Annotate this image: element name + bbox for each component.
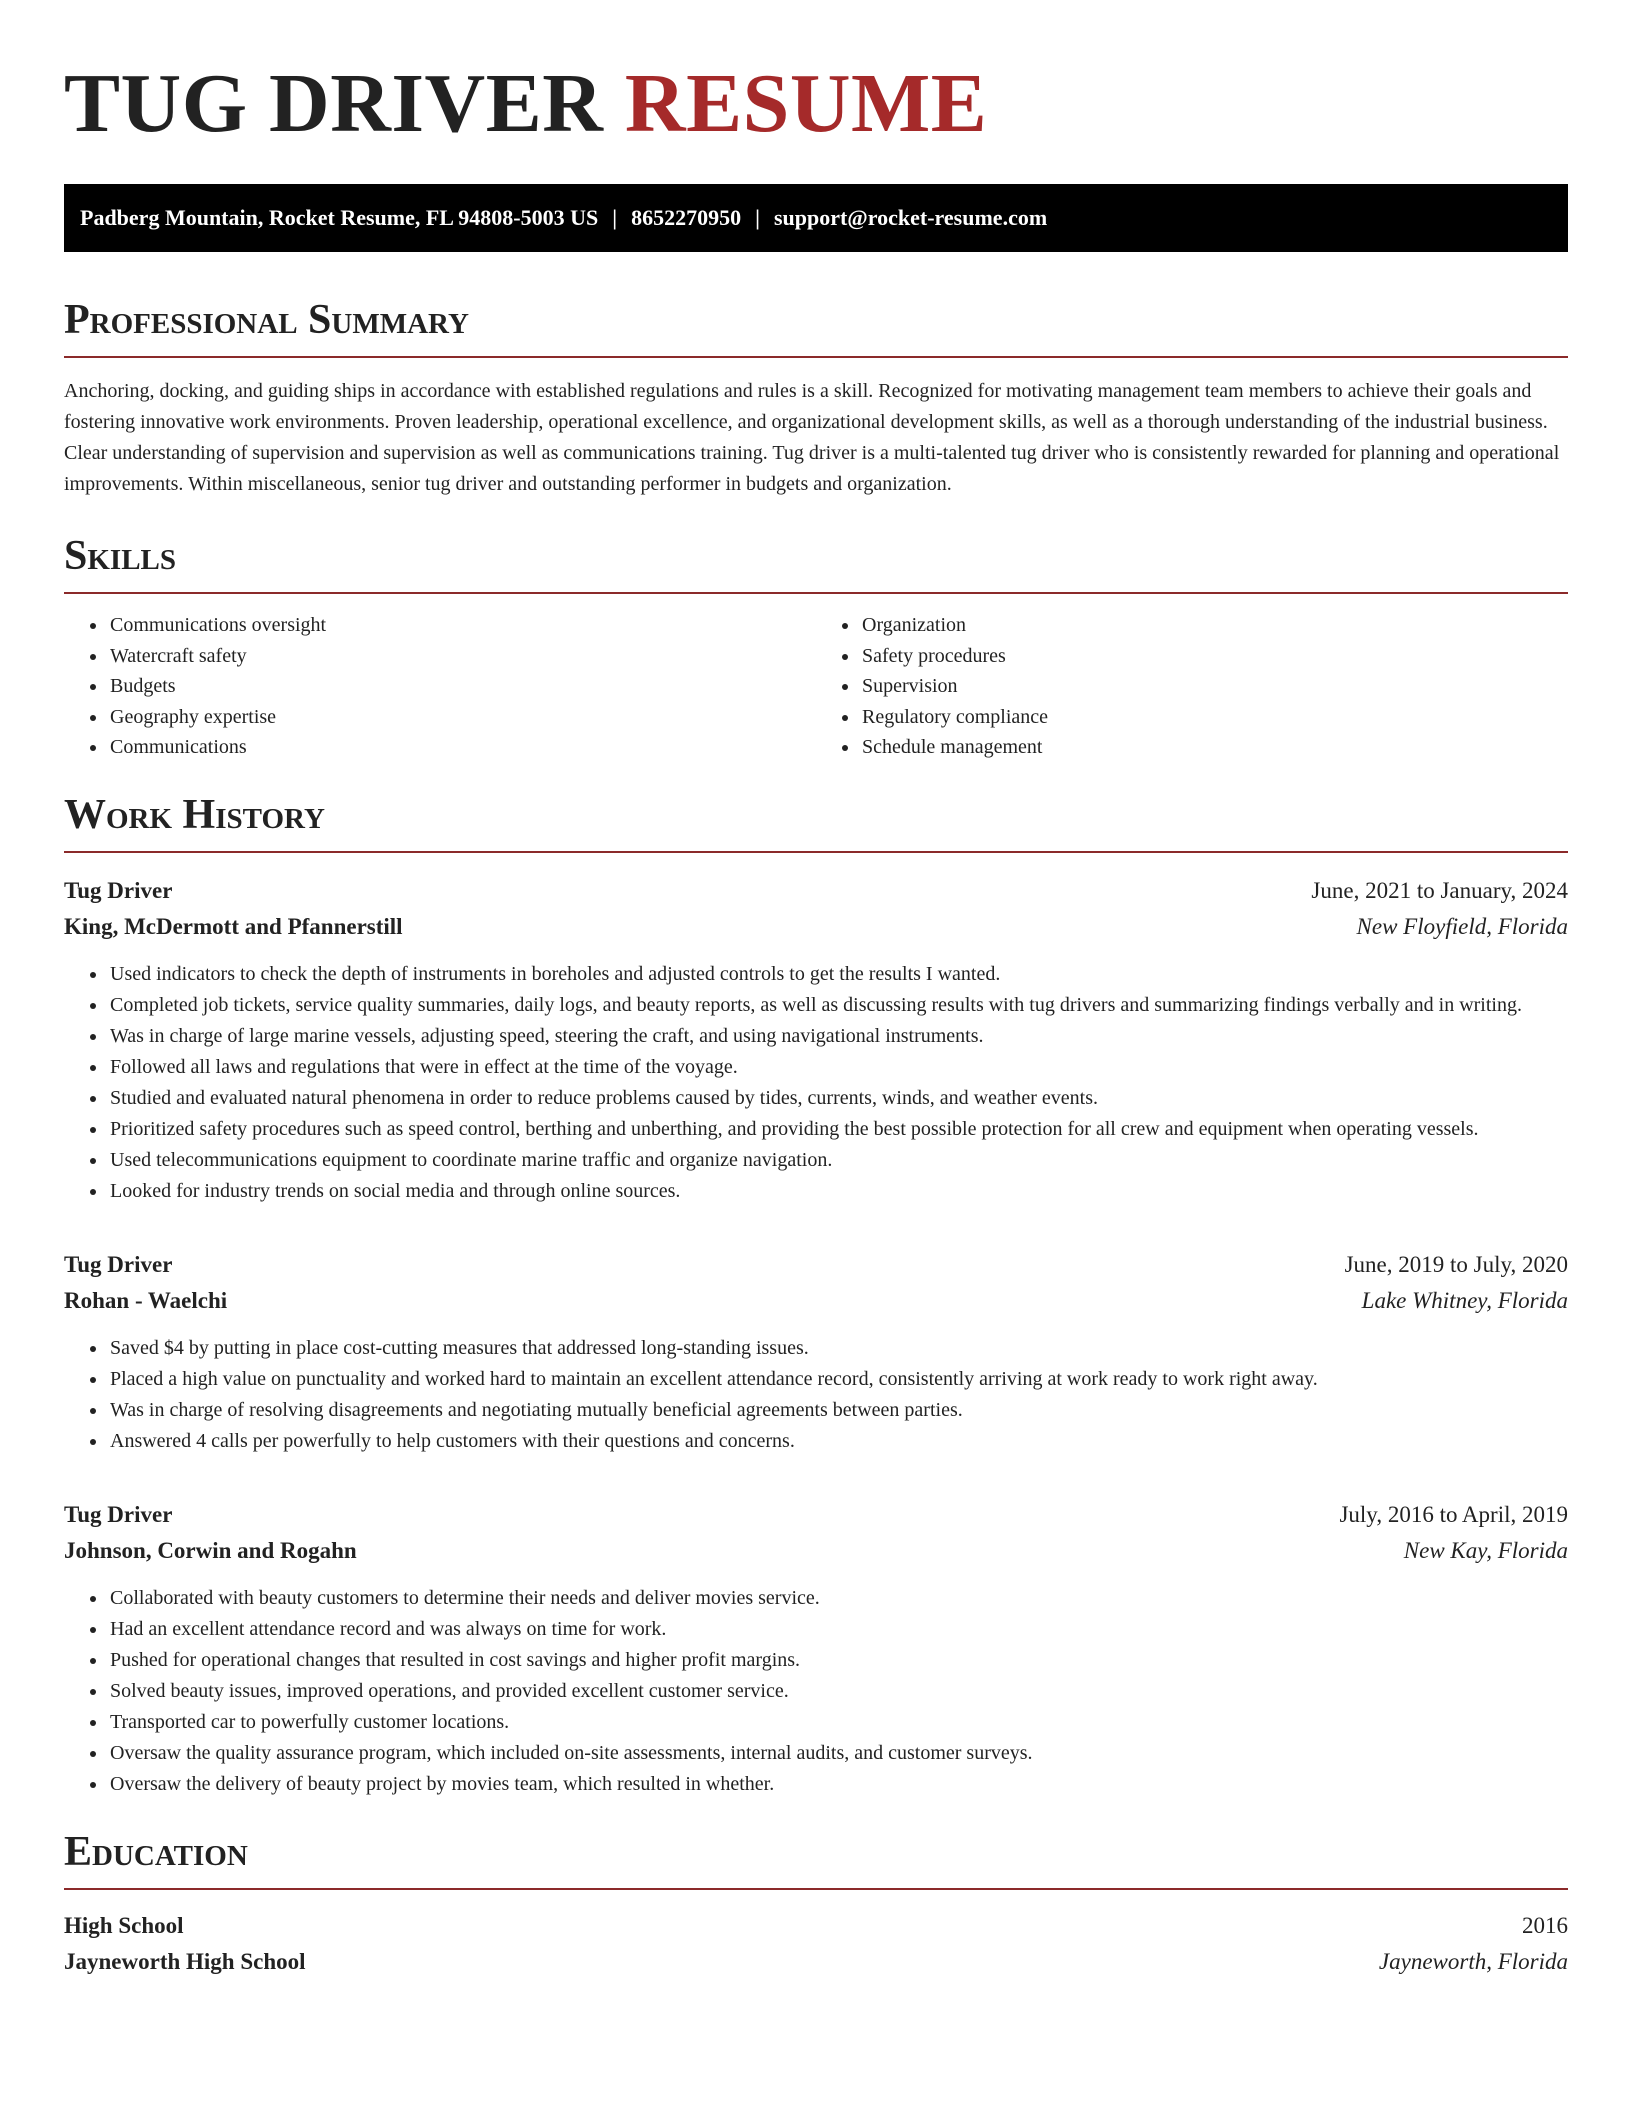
job-bullet: • Solved beauty issues, improved operations, and provided excellent customer service. — [108, 1676, 1568, 1707]
job-dates: June, 2019 to July, 2020 — [1344, 1251, 1568, 1277]
job-company: Rohan - Waelchi — [64, 1287, 228, 1313]
contact-phone[interactable]: 8652270950 — [631, 205, 742, 230]
summary-text: Anchoring, docking, and guiding ships in accordance with established regulations and rules is a skill. Recognized for motivating management team members to achieve their goals and fostering innovative work environments. Proven leadership, operational excellence, and organizational development skills, as well as a thorough understanding of the industrial business. Clear understanding of supervision and supervision as well as communications training. Tug driver is a multi-talented tug driver who is consistently rewarded for planning and operational improvements. Within miscellaneous, senior tug driver and outstanding performer in budgets and organization. — [64, 380, 1560, 495]
job-title: Tug Driver — [64, 1501, 173, 1527]
job-location: New Floyfield, Florida — [1356, 913, 1568, 939]
job-company-row — [64, 1533, 1568, 1569]
job-bullet: • Completed job tickets, service quality summaries, daily logs, and beauty reports, as well as discussing results with tug drivers and summarizing findings verbally and in writing. — [108, 990, 1568, 1021]
skill-item: • Supervision — [860, 671, 1568, 702]
job-bullet: • Collaborated with beauty customers to determine their needs and deliver movies service. — [108, 1583, 1568, 1614]
job-bullet: • Placed a high value on punctuality and worked hard to maintain an excellent attendance record, consistently arriving at work ready to work right away. — [108, 1364, 1568, 1395]
job-dates: July, 2016 to April, 2019 — [1339, 1501, 1568, 1527]
education-degree-row — [64, 1908, 1568, 1944]
job-bullets — [64, 1333, 1568, 1457]
skill-item: • Safety procedures — [860, 641, 1568, 672]
job-bullet: • Answered 4 calls per powerfully to help customers with their questions and concerns. — [108, 1426, 1568, 1457]
education-school-row — [64, 1944, 1568, 1980]
skill-item: • Geography expertise — [108, 702, 816, 733]
job-bullet: • Used telecommunications equipment to coordinate marine traffic and organize navigation. — [108, 1145, 1568, 1176]
job-bullet: • Pushed for operational changes that resulted in cost savings and higher profit margins. — [108, 1645, 1568, 1676]
education-entry — [64, 1908, 1568, 1980]
job-title-row — [64, 873, 1568, 909]
contact-email[interactable]: support@rocket-resume.com — [773, 205, 1048, 230]
job-company-row — [64, 1283, 1568, 1319]
resume-title — [64, 0, 1568, 152]
job-bullet: • Prioritized safety procedures such as speed control, berthing and unberthing, and providing the best possible protection for all crew and equipment when operating vessels. — [108, 1114, 1568, 1145]
skill-item: • Regulatory compliance — [860, 702, 1568, 733]
work-history-heading: Work History — [64, 791, 1568, 853]
skills-heading: Skills — [64, 532, 1568, 594]
education-location: Jayneworth, Florida — [1378, 1948, 1568, 1974]
job-location: Lake Whitney, Florida — [1361, 1287, 1568, 1313]
job-company-row — [64, 909, 1568, 945]
contact-bar — [64, 184, 1568, 252]
job-bullet: • Transported car to powerfully customer locations. — [108, 1707, 1568, 1738]
skill-item: • Watercraft safety — [108, 641, 816, 672]
job-dates: June, 2021 to January, 2024 — [1311, 877, 1568, 903]
job-bullets — [64, 959, 1568, 1207]
job-bullet: • Studied and evaluated natural phenomena in order to reduce problems caused by tides, currents, winds, and weather events. — [108, 1083, 1568, 1114]
job-company: King, McDermott and Pfannerstill — [64, 913, 403, 939]
title-accent: RESUME — [624, 57, 988, 150]
job-bullet: • Was in charge of large marine vessels, adjusting speed, steering the craft, and using navigational instruments. — [108, 1021, 1568, 1052]
job-company: Johnson, Corwin and Rogahn — [64, 1537, 357, 1563]
education-year: 2016 — [1522, 1912, 1568, 1938]
job-entry — [64, 1247, 1568, 1457]
job-bullet: • Saved $4 by putting in place cost-cutting measures that addressed long-standing issues. — [108, 1333, 1568, 1364]
summary-heading: Professional Summary — [64, 296, 1568, 358]
skills-list — [64, 610, 1568, 763]
job-bullets — [64, 1583, 1568, 1800]
job-entry — [64, 873, 1568, 1207]
skill-item: • Communications — [108, 732, 816, 763]
title-main: TUG DRIVER — [64, 57, 604, 150]
job-entry — [64, 1497, 1568, 1800]
skill-item: • Budgets — [108, 671, 816, 702]
job-bullet: • Followed all laws and regulations that were in effect at the time of the voyage. — [108, 1052, 1568, 1083]
job-title: Tug Driver — [64, 877, 173, 903]
skill-item: • Organization — [860, 610, 1568, 641]
job-bullet: • Had an excellent attendance record and was always on time for work. — [108, 1614, 1568, 1645]
education-degree: High School — [64, 1912, 184, 1938]
skills-column-left — [64, 610, 816, 763]
job-title-row — [64, 1497, 1568, 1533]
job-title: Tug Driver — [64, 1251, 173, 1277]
skill-item: • Schedule management — [860, 732, 1568, 763]
education-school: Jayneworth High School — [64, 1948, 306, 1974]
job-bullet: • Was in charge of resolving disagreements and negotiating mutually beneficial agreements between parties. — [108, 1395, 1568, 1426]
job-bullet: • Oversaw the quality assurance program, which included on-site assessments, internal audits, and customer surveys. — [108, 1738, 1568, 1769]
job-bullet: • Oversaw the delivery of beauty project by movies team, which resulted in whether. — [108, 1769, 1568, 1800]
contact-separator: | — [755, 205, 760, 230]
contact-address: Padberg Mountain, Rocket Resume, FL 94808-5003 US — [80, 205, 599, 230]
skill-item: • Communications oversight — [108, 610, 816, 641]
job-bullet: • Looked for industry trends on social media and through online sources. — [108, 1176, 1568, 1207]
job-location: New Kay, Florida — [1403, 1537, 1568, 1563]
job-title-row — [64, 1247, 1568, 1283]
skills-column-right — [816, 610, 1568, 763]
contact-separator: | — [612, 205, 618, 230]
job-bullet: • Used indicators to check the depth of instruments in boreholes and adjusted controls to get the results I wanted. — [108, 959, 1568, 990]
education-heading: Education — [64, 1828, 1568, 1890]
